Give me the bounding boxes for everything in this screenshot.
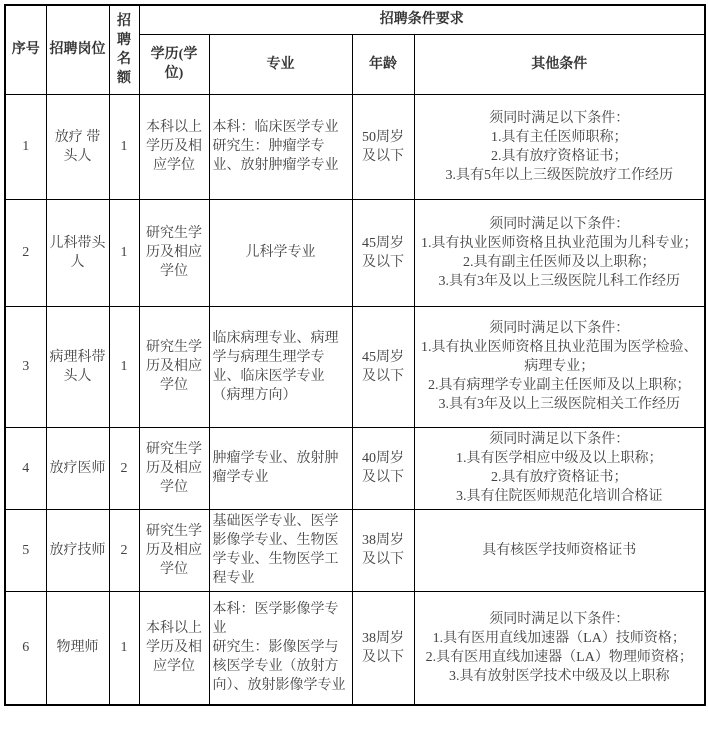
cell-major-line: 临床病理专业、病理学与病理生理学专业、临床医学专业（病理方向） bbox=[212, 330, 339, 403]
cell-quota: 2 bbox=[109, 427, 139, 509]
cell-other-line: 2.具有放疗资格证书； bbox=[491, 148, 628, 164]
cell-post: 放疗医师 bbox=[46, 427, 109, 509]
cell-major-line: 本科：临床医学专业 bbox=[212, 120, 339, 135]
cell-education: 研究生学历及相应学位 bbox=[139, 199, 209, 306]
cell-other-line: 1.具有执业医师资格且执业范围为儿科专业； bbox=[421, 235, 698, 251]
cell-post: 放疗 带头人 bbox=[46, 94, 109, 199]
header-row-top bbox=[5, 5, 705, 34]
cell-other-line: 须同时满足以下条件： bbox=[489, 432, 630, 447]
cell-major bbox=[209, 591, 352, 705]
cell-age: 50周岁及以下 bbox=[352, 94, 414, 199]
cell-other-line: 1.具有执业医师资格且执业范围为医学检验、病理专业； bbox=[421, 340, 698, 374]
cell-no: 4 bbox=[5, 427, 46, 509]
cell-education: 本科以上学历及相应学位 bbox=[139, 591, 209, 705]
cell-other-line: 3.具有放射医学技术中级及以上职称 bbox=[449, 668, 670, 684]
cell-other-line: 须同时满足以下条件： bbox=[489, 216, 630, 232]
cell-other-line: 须同时满足以下条件： bbox=[489, 611, 630, 627]
cell-quota: 1 bbox=[109, 591, 139, 705]
cell-other bbox=[414, 94, 705, 199]
cell-major-line: 基础医学专业、医学影像学专业、生物医学专业、生物医学工程专业 bbox=[212, 514, 339, 586]
cell-other-line: 2.具有放疗资格证书； bbox=[491, 470, 628, 485]
header-col-quota-label: 招聘名额 bbox=[116, 13, 131, 86]
cell-age: 38周岁及以下 bbox=[352, 509, 414, 591]
table-row bbox=[5, 199, 705, 306]
cell-other-line: 3.具有5年以上三级医院放疗工作经历 bbox=[445, 167, 673, 183]
cell-other bbox=[414, 509, 705, 591]
header-group-conditions: 招聘条件要求 bbox=[139, 5, 705, 34]
table-row bbox=[5, 591, 705, 705]
cell-education: 研究生学历及相应学位 bbox=[139, 427, 209, 509]
cell-other-line: 1.具有医用直线加速器（LA）技师资格； bbox=[432, 630, 686, 646]
cell-other-line: 1.具有主任医师职称； bbox=[491, 129, 628, 145]
table-body bbox=[5, 94, 705, 705]
table-row bbox=[5, 427, 705, 509]
cell-quota: 1 bbox=[109, 306, 139, 427]
cell-post: 放疗技师 bbox=[46, 509, 109, 591]
cell-major bbox=[209, 94, 352, 199]
cell-other-line: 3.具有3年及以上三级医院相关工作经历 bbox=[438, 397, 680, 412]
cell-other bbox=[414, 427, 705, 509]
cell-no: 1 bbox=[5, 94, 46, 199]
header-col-major: 专业 bbox=[209, 34, 352, 94]
header-col-no: 序号 bbox=[5, 5, 46, 94]
cell-no: 6 bbox=[5, 591, 46, 705]
cell-other-line: 3.具有住院医师规范化培训合格证 bbox=[456, 489, 663, 504]
cell-major bbox=[209, 427, 352, 509]
cell-other-line: 须同时满足以下条件： bbox=[489, 110, 630, 126]
cell-major-line: 研究生：肿瘤学专业、放射肿瘤学专业 bbox=[212, 139, 339, 173]
cell-quota: 1 bbox=[109, 94, 139, 199]
cell-post: 病理科带头人 bbox=[46, 306, 109, 427]
cell-other bbox=[414, 199, 705, 306]
cell-education: 本科以上学历及相应学位 bbox=[139, 94, 209, 199]
cell-post: 儿科带头人 bbox=[46, 199, 109, 306]
cell-quota: 1 bbox=[109, 199, 139, 306]
table-header bbox=[5, 5, 705, 94]
cell-age: 45周岁及以下 bbox=[352, 306, 414, 427]
cell-major-line: 儿科学专业 bbox=[245, 245, 316, 260]
cell-education: 研究生学历及相应学位 bbox=[139, 509, 209, 591]
cell-no: 2 bbox=[5, 199, 46, 306]
header-col-education: 学历(学位) bbox=[139, 34, 209, 94]
cell-other-line: 1.具有医学相应中级及以上职称； bbox=[456, 451, 663, 466]
table-row bbox=[5, 94, 705, 199]
cell-major bbox=[209, 199, 352, 306]
header-col-post: 招聘岗位 bbox=[46, 5, 109, 94]
cell-other bbox=[414, 306, 705, 427]
cell-other-line: 具有核医学技师资格证书 bbox=[482, 542, 637, 558]
header-col-other: 其他条件 bbox=[414, 34, 705, 94]
cell-other-line: 2.具有病理学专业副主任医师及以上职称； bbox=[428, 378, 691, 393]
cell-major bbox=[209, 306, 352, 427]
table-row bbox=[5, 509, 705, 591]
cell-major-line: 肿瘤学专业、放射肿瘤学专业 bbox=[212, 451, 339, 485]
table-row bbox=[5, 306, 705, 427]
cell-major bbox=[209, 509, 352, 591]
header-col-age: 年龄 bbox=[352, 34, 414, 94]
cell-major-line: 研究生：影像医学与核医学专业（放射方向）、放射影像学专业 bbox=[212, 640, 346, 694]
cell-other-line: 2.具有医用直线加速器（LA）物理师资格； bbox=[425, 649, 693, 665]
cell-no: 5 bbox=[5, 509, 46, 591]
cell-other bbox=[414, 591, 705, 705]
cell-post: 物理师 bbox=[46, 591, 109, 705]
cell-age: 45周岁及以下 bbox=[352, 199, 414, 306]
cell-other-line: 须同时满足以下条件： bbox=[489, 321, 630, 336]
cell-no: 3 bbox=[5, 306, 46, 427]
cell-age: 38周岁及以下 bbox=[352, 591, 414, 705]
recruitment-table bbox=[4, 4, 706, 706]
cell-age: 40周岁及以下 bbox=[352, 427, 414, 509]
cell-education: 研究生学历及相应学位 bbox=[139, 306, 209, 427]
cell-quota: 2 bbox=[109, 509, 139, 591]
cell-other-line: 3.具有3年及以上三级医院儿科工作经历 bbox=[438, 273, 680, 289]
header-col-quota bbox=[109, 5, 139, 94]
cell-other-line: 2.具有副主任医师及以上职称； bbox=[463, 254, 656, 270]
cell-major-line: 本科：医学影像学专业 bbox=[212, 602, 339, 637]
